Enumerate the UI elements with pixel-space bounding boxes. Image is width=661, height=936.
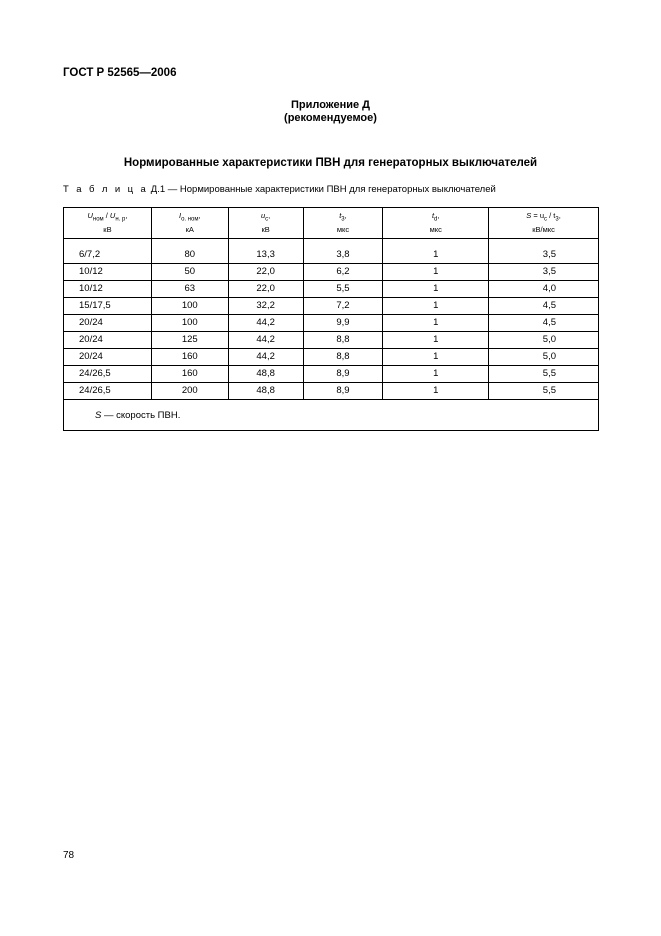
cell-voltage: 20/24 [64, 332, 152, 349]
cell-t3: 8,9 [303, 366, 383, 383]
annex-status: (рекомендуемое) [284, 112, 377, 124]
cell-voltage: 24/26,5 [64, 383, 152, 400]
cell-current: 50 [151, 264, 228, 281]
cell-td: 1 [383, 349, 489, 366]
cell-current: 125 [151, 332, 228, 349]
cell-td: 1 [383, 315, 489, 332]
cell-t3: 9,9 [303, 315, 383, 332]
table-caption-prefix: Т а б л и ц а [63, 184, 149, 195]
cell-td: 1 [383, 366, 489, 383]
cell-voltage: 6/7,2 [64, 239, 152, 264]
cell-t3: 8,8 [303, 349, 383, 366]
table-row [64, 298, 599, 315]
cell-voltage: 10/12 [64, 281, 152, 298]
col-header-t3: $t_3$, мкс [303, 208, 383, 239]
cell-voltage: 20/24 [64, 315, 152, 332]
cell-t3: 8,8 [303, 332, 383, 349]
table-body [64, 239, 599, 400]
cell-t3: 3,8 [303, 239, 383, 264]
cell-current: 160 [151, 349, 228, 366]
table-caption-text: Д.1 — Нормированные характеристики ПВН для генераторных выключателей [148, 184, 496, 195]
cell-voltage: 24/26,5 [64, 366, 152, 383]
cell-rate: 5,5 [489, 366, 599, 383]
col-header-td: $t_d$, мкс [383, 208, 489, 239]
cell-uc: 22,0 [228, 264, 303, 281]
document-code: ГОСТ Р 52565—2006 [63, 67, 177, 79]
table-header-row [64, 208, 599, 239]
cell-current: 63 [151, 281, 228, 298]
col-header-rate: $S = u_c / t_3$, кВ/мкс [489, 208, 599, 239]
col-header-current: $I_{о. ном}$, кА [151, 208, 228, 239]
cell-uc: 48,8 [228, 366, 303, 383]
cell-rate: 4,5 [489, 315, 599, 332]
cell-rate: 5,0 [489, 332, 599, 349]
cell-current: 100 [151, 315, 228, 332]
table-note-row [64, 400, 599, 431]
cell-rate: 4,5 [489, 298, 599, 315]
annex-header [0, 99, 661, 125]
table-row [64, 315, 599, 332]
cell-uc: 44,2 [228, 349, 303, 366]
annex-title: Приложение Д [291, 99, 370, 111]
cell-t3: 7,2 [303, 298, 383, 315]
cell-td: 1 [383, 298, 489, 315]
cell-uc: 48,8 [228, 383, 303, 400]
cell-uc: 44,2 [228, 332, 303, 349]
page-number: 78 [63, 850, 75, 861]
note-symbol: S [95, 409, 102, 421]
cell-voltage: 15/17,5 [64, 298, 152, 315]
table-row [64, 383, 599, 400]
table-row [64, 332, 599, 349]
cell-t3: 5,5 [303, 281, 383, 298]
annex-heading: Нормированные характеристики ПВН для генераторных выключателей [123, 157, 538, 169]
table-row [64, 366, 599, 383]
cell-td: 1 [383, 383, 489, 400]
cell-voltage: 10/12 [64, 264, 152, 281]
table-row [64, 264, 599, 281]
note-text: — скорость ПВН. [101, 409, 181, 421]
cell-td: 1 [383, 264, 489, 281]
cell-uc: 44,2 [228, 315, 303, 332]
col-header-uc: $u_c$, кВ [228, 208, 303, 239]
cell-current: 80 [151, 239, 228, 264]
cell-current: 200 [151, 383, 228, 400]
cell-uc: 22,0 [228, 281, 303, 298]
cell-current: 160 [151, 366, 228, 383]
table-row [64, 349, 599, 366]
cell-td: 1 [383, 332, 489, 349]
table-row [64, 239, 599, 264]
cell-rate: 3,5 [489, 264, 599, 281]
table-row [64, 281, 599, 298]
col-header-voltage: $U_{ном} / U_{н. р}$, кВ [64, 208, 152, 239]
cell-uc: 13,3 [228, 239, 303, 264]
cell-voltage: 20/24 [64, 349, 152, 366]
cell-rate: 5,0 [489, 349, 599, 366]
cell-current: 100 [151, 298, 228, 315]
cell-t3: 8,9 [303, 383, 383, 400]
cell-t3: 6,2 [303, 264, 383, 281]
cell-uc: 32,2 [228, 298, 303, 315]
table-caption [63, 184, 496, 195]
cell-rate: 3,5 [489, 239, 599, 264]
characteristics-table [63, 207, 599, 431]
cell-rate: 5,5 [489, 383, 599, 400]
cell-td: 1 [383, 239, 489, 264]
cell-td: 1 [383, 281, 489, 298]
table-note [64, 400, 599, 431]
cell-rate: 4,0 [489, 281, 599, 298]
